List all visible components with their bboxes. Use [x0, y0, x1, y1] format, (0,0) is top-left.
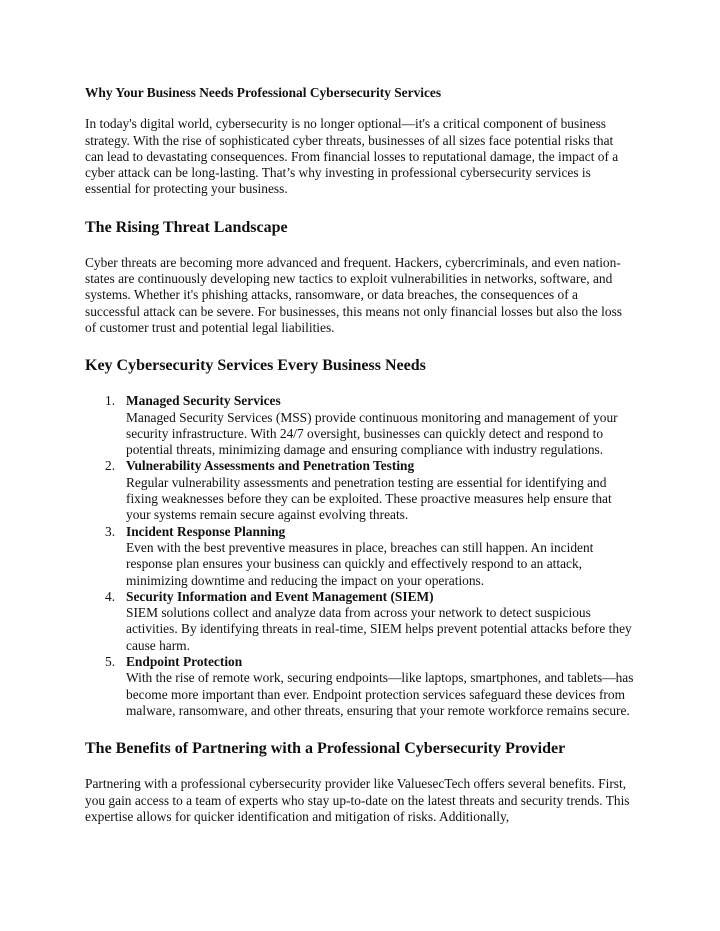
- list-item: [105, 588, 634, 654]
- list-item-number: 3.: [105, 523, 116, 539]
- list-item-title: Vulnerability Assessments and Penetration Testing: [126, 458, 415, 474]
- section-heading-key-services: Key Cybersecurity Services Every Business Needs: [85, 357, 426, 375]
- list-item-number: 4.: [105, 588, 116, 604]
- list-item-number: 2.: [105, 458, 116, 474]
- list-item: [105, 458, 634, 523]
- list-item: [105, 393, 634, 458]
- list-item-title: Endpoint Protection: [126, 654, 243, 670]
- list-item-number: 5.: [105, 654, 116, 670]
- list-item-number: 1.: [105, 393, 116, 409]
- benefits-paragraph: Partnering with a professional cybersecurity provider like ValuesecTech offers several benefits. First, you gain access to a team of experts who stay up-to-date on the latest threats and security trends. This expertise allows for quicker identification and mitigation of risks. Additionally,: [85, 776, 630, 824]
- list-item-body: With the rise of remote work, securing endpoints—like laptops, smartphones, and tablets—has become more important than ever. Endpoint protection services safeguard these devices from malware, ransomware, and other threats, ensuring that your remote workforce remains secure.: [126, 670, 634, 718]
- list-item-body: Managed Security Services (MSS) provide continuous monitoring and management of your security infrastructure. With 24/7 oversight, businesses can quickly detect and respond to potential threats, minimizing damage and ensuring compliance with industry regulations.: [126, 409, 618, 458]
- list-item: [105, 654, 634, 719]
- list-item-title: Incident Response Planning: [126, 523, 286, 539]
- intro-paragraph: In today's digital world, cybersecurity is no longer optional—it's a critical component of business strategy. With the rise of sophisticated cyber threats, businesses of all sizes face potential risks that can lead to devastating consequences. From financial losses to reputational damage, the impact of a cyber attack can be long-lasting. That’s why investing in professional cybersecurity services is essential for protecting your business.: [85, 116, 619, 197]
- list-item: [105, 523, 634, 589]
- services-list: [85, 393, 634, 719]
- list-item-title: Security Information and Event Management (SIEM): [126, 588, 434, 604]
- list-item-body: Even with the best preventive measures in place, breaches can still happen. An incident response plan ensures your business can quickly and effectively respond to an attack, minimizing downtime and reducing the impact on your operations.: [126, 539, 594, 588]
- list-item-title: Managed Security Services: [126, 393, 281, 409]
- list-item-body: Regular vulnerability assessments and penetration testing are essential for identifying and fixing weaknesses before they can be exploited. These proactive measures help ensure that your systems remain secure against evolving threats.: [126, 474, 612, 523]
- section-heading-threat-landscape: The Rising Threat Landscape: [85, 218, 288, 236]
- section-heading-benefits: The Benefits of Partnering with a Professional Cybersecurity Provider: [85, 740, 566, 758]
- threat-landscape-paragraph: Cyber threats are becoming more advanced and frequent. Hackers, cybercriminals, and even nation-states are continuously developing new tactics to exploit vulnerabilities in networks, software, and systems. Whether it's phishing attacks, ransomware, or data breaches, the consequences of a successful attack can be severe. For businesses, this means not only financial losses but also the loss of customer trust and potential legal liabilities.: [85, 254, 622, 335]
- list-item-body: SIEM solutions collect and analyze data from across your network to detect suspicious activities. By identifying threats in real-time, SIEM helps prevent potential attacks before they cause harm.: [126, 605, 632, 653]
- document-title: Why Your Business Needs Professional Cybersecurity Services: [85, 85, 442, 100]
